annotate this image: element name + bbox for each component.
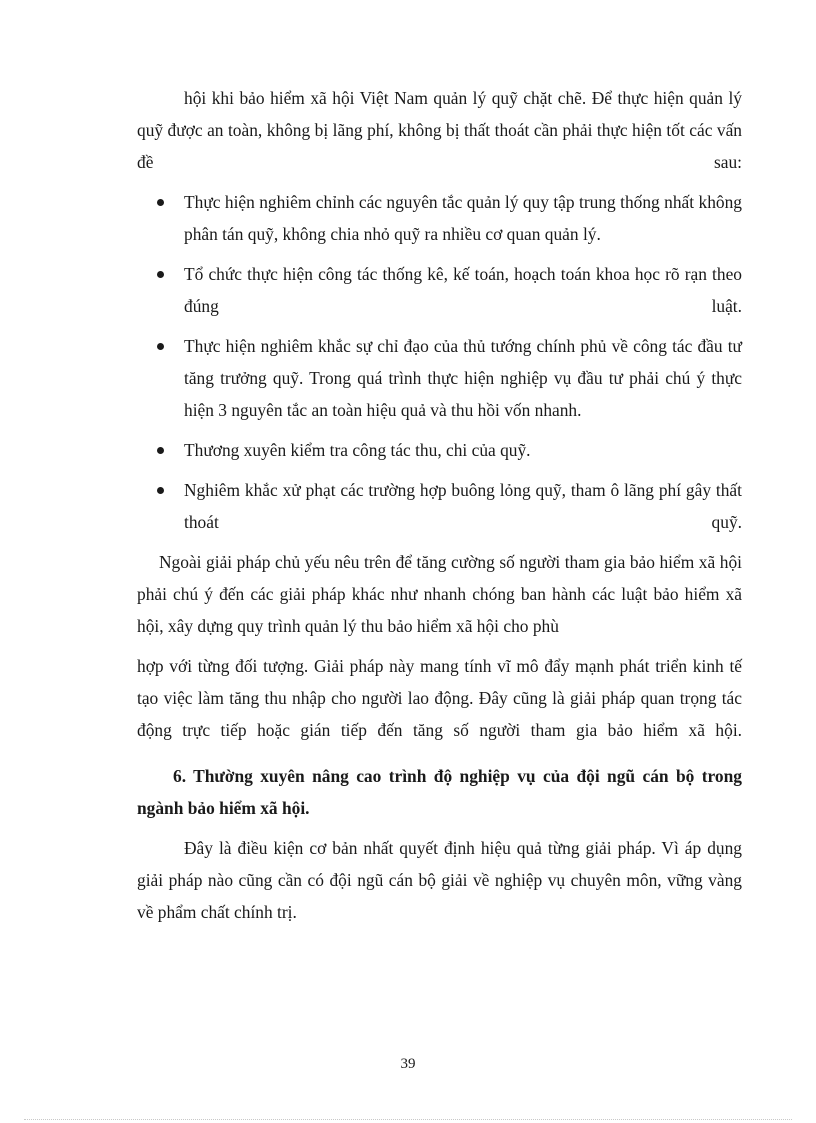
list-item-text: Tổ chức thực hiện công tác thống kê, kế toán, hoạch toán khoa học rõ rạn theo đúng luật. [184,264,742,316]
bullet-icon [157,487,164,494]
intro-paragraph: hội khi bảo hiểm xã hội Việt Nam quản lý quỹ chặt chẽ. Để thực hiện quản lý quỹ được an toàn, không bị lãng phí, không bị thất thoát cần phải thực hiện tốt các vấn đề sau: [137,88,742,172]
bullet-icon [157,343,164,350]
page-body [137,82,742,928]
page-bottom-divider [24,1119,792,1120]
list-item-text: Thực hiện nghiêm khắc sự chỉ đạo của thủ tướng chính phủ về công tác đầu tư tăng trưởng quỹ. Trong quá trình thực hiện nghiệp vụ đầu tư phải chú ý thực hiện 3 nguyên tắc an toàn hiệu quả và thu hồi vốn nhanh. [184,336,742,420]
bullet-icon [157,271,164,278]
body-paragraph: Ngoài giải pháp chủ yếu nêu trên để tăng cường số người tham gia bảo hiểm xã hội phải chú ý đến các giải pháp khác như nhanh chóng ban hành các luật bảo hiểm xã hội, xây dựng quy trình quản lý thu bảo hiểm xã hội cho phù [137,552,742,636]
body-paragraph: Đây là điều kiện cơ bản nhất quyết định hiệu quả từng giải pháp. Vì áp dụng giải pháp nào cũng cần có đội ngũ cán bộ giải về nghiệp vụ chuyên môn, vững vàng về phẩm chất chính trị. [137,838,742,922]
list-item [137,186,742,250]
list-item [137,434,742,466]
body-paragraph: hợp với từng đối tượng. Giải pháp này mang tính vĩ mô đẩy mạnh phát triển kinh tế tạo việc làm tăng thu nhập cho người lao động. Đây cũng là giải pháp quan trọng tác động trực tiếp hoặc gián tiếp đến tăng số người tham gia bảo hiểm xã hội. [137,656,742,740]
list-item-text: Thực hiện nghiêm chỉnh các nguyên tắc quản lý quy tập trung thống nhất không phân tán quỹ, không chia nhỏ quỹ ra nhiều cơ quan quản lý. [184,192,742,244]
bullet-icon [157,447,164,454]
list-item [137,330,742,426]
bullet-icon [157,199,164,206]
list-item [137,474,742,538]
list-item-text: Nghiêm khắc xử phạt các trường hợp buông lỏng quỹ, tham ô lãng phí gây thất thoát quỹ. [184,480,742,532]
bullet-list [137,186,742,538]
list-item [137,258,742,322]
section-heading: 6. Thường xuyên nâng cao trình độ nghiệp vụ của đội ngũ cán bộ trong ngành bảo hiểm xã hội. [137,766,742,818]
page-number: 39 [400,1056,416,1072]
list-item-text: Thương xuyên kiểm tra công tác thu, chi của quỹ. [184,440,531,460]
